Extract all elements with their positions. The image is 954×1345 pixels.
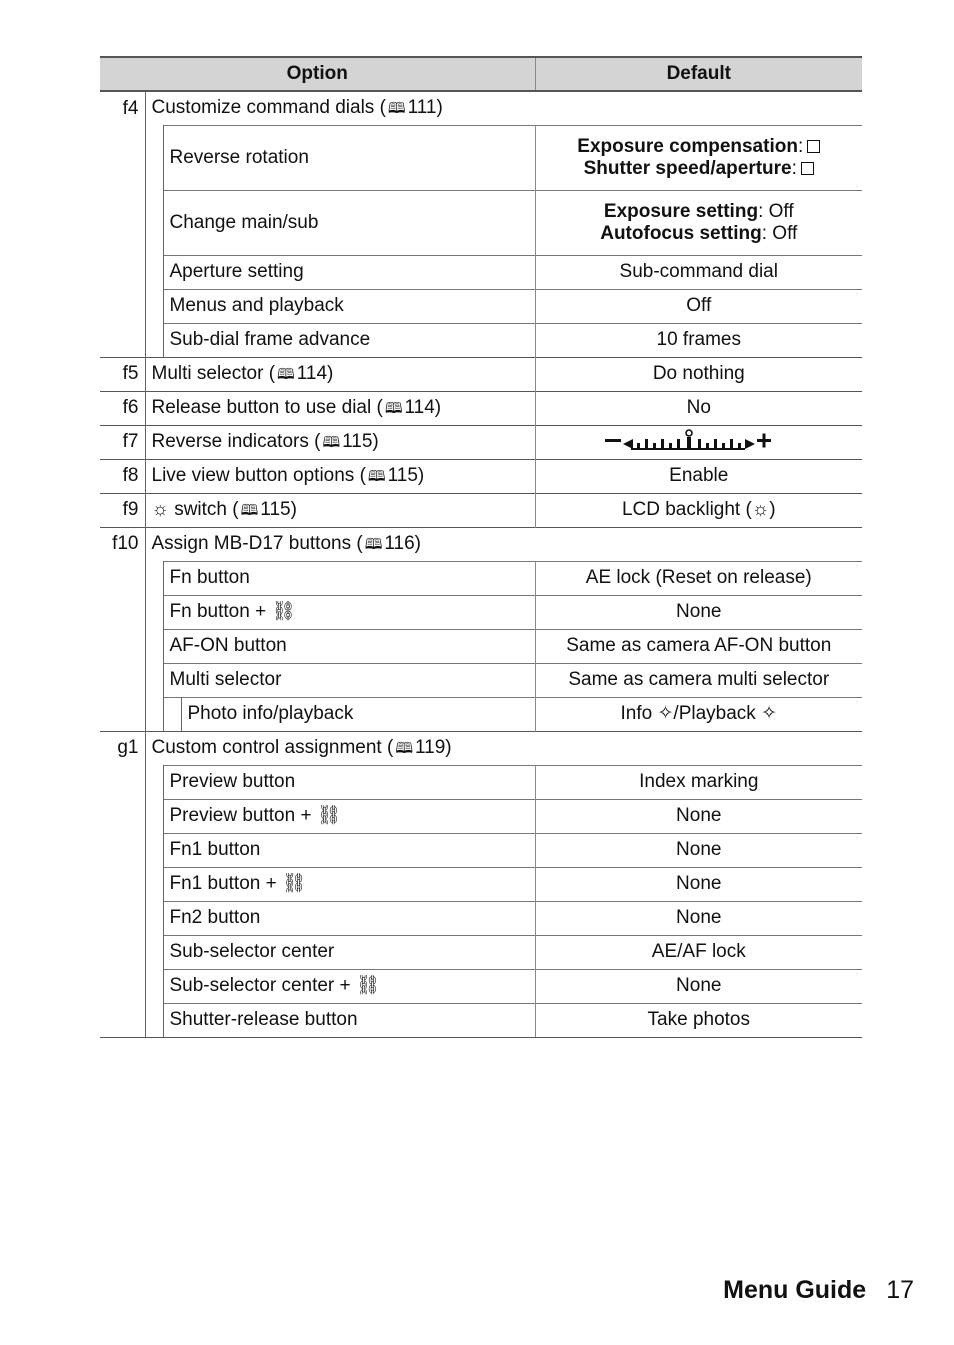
default-value <box>535 425 862 459</box>
setting-title: Assign MB-D17 buttons ( 🕮 116) <box>145 527 862 561</box>
setting-code: f8 <box>100 459 145 493</box>
sub-option-label: Fn button + ⛓ <box>163 595 535 629</box>
setting-title: Reverse indicators ( 🕮 115) <box>145 425 535 459</box>
default-value: None <box>535 833 862 867</box>
table-row <box>100 459 862 493</box>
sub-option-label: Preview button <box>163 765 535 799</box>
setting-title: Customize command dials ( 🕮 111) <box>145 91 862 125</box>
custom-settings-table <box>100 56 862 1038</box>
default-value: Do nothing <box>535 357 862 391</box>
sub-option-label: Sub-selector center + ⛓ <box>163 969 535 1003</box>
setting-code: f5 <box>100 357 145 391</box>
table-row <box>100 731 862 765</box>
table-row <box>100 1003 862 1037</box>
table-row <box>100 765 862 799</box>
sub-option-label: Menus and playback <box>163 289 535 323</box>
setting-code: g1 <box>100 731 145 765</box>
default-value: Same as camera multi selector <box>535 663 862 697</box>
default-value: No <box>535 391 862 425</box>
sub-option-label: Multi selector <box>163 663 535 697</box>
checkbox-icon <box>801 162 814 175</box>
sub-option-label: Sub-dial frame advance <box>163 323 535 357</box>
default-value: AE lock (Reset on release) <box>535 561 862 595</box>
table-row <box>100 799 862 833</box>
table-row <box>100 697 862 731</box>
command-dial-icon: ⛓ <box>355 975 381 996</box>
table-row <box>100 289 862 323</box>
multi-selector-icon: ✧ <box>657 703 674 724</box>
default-value: None <box>535 595 862 629</box>
table-row <box>100 425 862 459</box>
setting-code: f7 <box>100 425 145 459</box>
book-icon: 🕮 <box>384 399 403 417</box>
book-icon: 🕮 <box>364 535 383 553</box>
table-row <box>100 391 862 425</box>
default-value: Enable <box>535 459 862 493</box>
default-value: None <box>535 799 862 833</box>
default-column-header: Default <box>535 57 862 91</box>
default-value: AE/AF lock <box>535 935 862 969</box>
table-row <box>100 595 862 629</box>
sub-option-label: Sub-selector center <box>163 935 535 969</box>
table-row <box>100 125 862 190</box>
table-header-row <box>100 57 862 91</box>
table-row <box>100 190 862 255</box>
sub-option-label: Fn1 button <box>163 833 535 867</box>
command-dial-icon: ⛓ <box>271 601 296 622</box>
book-icon: 🕮 <box>387 99 406 117</box>
table-row <box>100 935 862 969</box>
table-row <box>100 629 862 663</box>
default-value: Same as camera AF-ON button <box>535 629 862 663</box>
setting-title: Release button to use dial ( 🕮 114) <box>145 391 535 425</box>
default-value: None <box>535 901 862 935</box>
book-icon: 🕮 <box>322 433 341 451</box>
setting-title: Multi selector ( 🕮 114) <box>145 357 535 391</box>
setting-code: f9 <box>100 493 145 527</box>
book-icon: 🕮 <box>277 365 295 383</box>
table-row <box>100 255 862 289</box>
table-row <box>100 969 862 1003</box>
default-value: None <box>535 969 862 1003</box>
exposure-indicator-icon <box>603 429 795 455</box>
sub-option-label: Aperture setting <box>163 255 535 289</box>
sub-option-label: AF-ON button <box>163 629 535 663</box>
sub-option-label: Photo info/playback <box>181 697 535 731</box>
light-icon: ☼ <box>751 499 770 520</box>
default-value: Info ✧/Playback ✧ <box>535 697 862 731</box>
table-row <box>100 527 862 561</box>
setting-title: Live view button options ( 🕮 115) <box>145 459 535 493</box>
default-value: LCD backlight (☼) <box>535 493 862 527</box>
setting-title: ☼ switch ( 🕮 115) <box>145 493 535 527</box>
default-value: Exposure compensation: Shutter speed/aperture: <box>535 125 862 190</box>
light-icon: ☼ <box>151 498 169 520</box>
table-row <box>100 663 862 697</box>
page-footer <box>723 1276 914 1305</box>
table-row <box>100 357 862 391</box>
sub-option-label: Shutter-release button <box>163 1003 535 1037</box>
option-column-header: Option <box>100 57 535 91</box>
book-icon: 🕮 <box>395 739 414 757</box>
default-value: 10 frames <box>535 323 862 357</box>
table-row <box>100 833 862 867</box>
command-dial-icon: ⛓ <box>282 873 307 894</box>
book-icon: 🕮 <box>240 501 259 519</box>
default-value: Off <box>535 289 862 323</box>
checkbox-icon <box>807 140 820 153</box>
sub-option-label: Reverse rotation <box>163 125 535 190</box>
default-value: Sub-command dial <box>535 255 862 289</box>
default-value: Take photos <box>535 1003 862 1037</box>
sub-option-label: Fn1 button + ⛓ <box>163 867 535 901</box>
sub-option-label: Change main/sub <box>163 190 535 255</box>
sub-option-label: Fn button <box>163 561 535 595</box>
setting-code: f6 <box>100 391 145 425</box>
page-number: 17 <box>886 1276 914 1304</box>
setting-code: f4 <box>100 91 145 125</box>
table-row <box>100 867 862 901</box>
sub-option-label: Preview button + ⛓ <box>163 799 535 833</box>
command-dial-icon: ⛓ <box>316 805 341 826</box>
default-value: None <box>535 867 862 901</box>
table-row <box>100 323 862 357</box>
book-icon: 🕮 <box>367 467 386 485</box>
setting-code: f10 <box>100 527 145 561</box>
multi-selector-icon: ✧ <box>761 703 777 724</box>
sub-option-label: Fn2 button <box>163 901 535 935</box>
table-row <box>100 91 862 125</box>
table-row <box>100 493 862 527</box>
default-value: Exposure setting: Off Autofocus setting: Off <box>535 190 862 255</box>
setting-title: Custom control assignment ( 🕮 119) <box>145 731 862 765</box>
default-value: Index marking <box>535 765 862 799</box>
table-row <box>100 561 862 595</box>
table-row <box>100 901 862 935</box>
section-title: Menu Guide <box>723 1276 867 1304</box>
